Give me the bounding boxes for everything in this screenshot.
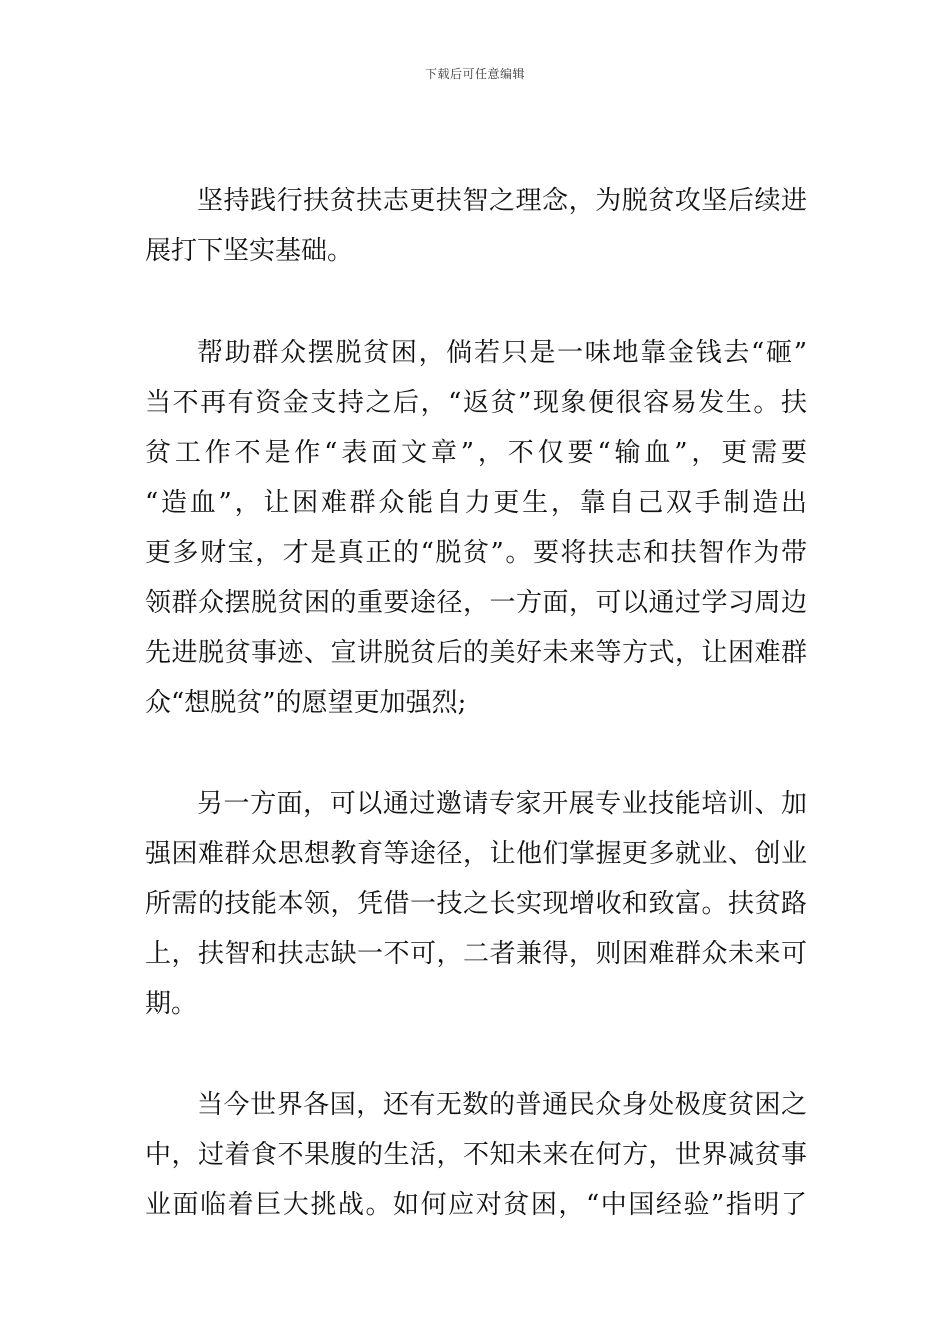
paragraph-line: “造血”，让困难群众能自力更生，靠自己双手制造出 — [145, 488, 807, 518]
paragraph-line: 更多财宝，才是真正的“脱贫”。要将扶志和扶智作为带 — [145, 538, 807, 568]
paragraph-1 — [145, 176, 807, 276]
paragraph-line: 贫工作不是作“表面文章”，不仅要“输血”，更需要 — [145, 438, 807, 468]
paragraph-line: 中，过着食不果腹的生活，不知未来在何方，世界减贫事 — [145, 1140, 807, 1170]
paragraph-line: 领群众摆脱贫困的重要途径，一方面，可以通过学习周边 — [145, 588, 807, 618]
paragraph-line: 先进脱贫事迹、宣讲脱贫后的美好未来等方式，让困难群 — [145, 638, 807, 668]
paragraph-line: 上，扶智和扶志缺一不可，二者兼得，则困难群众未来可 — [145, 939, 807, 969]
paragraph-line: 业面临着巨大挑战。如何应对贫困，“中国经验”指明了 — [145, 1190, 807, 1220]
page-header: 下载后可任意编辑 — [424, 67, 525, 81]
paragraph-line: 强困难群众思想教育等途径，让他们掌握更多就业、创业 — [145, 839, 807, 869]
paragraph-2 — [145, 328, 807, 728]
paragraph-line: 当不再有资金支持之后，“返贫”现象便很容易发生。扶 — [145, 388, 807, 418]
paragraph-line: 当今世界各国，还有无数的普通民众身处极度贫困之 — [197, 1090, 807, 1120]
paragraph-line: 所需的技能本领，凭借一技之长实现增收和致富。扶贫路 — [145, 889, 807, 919]
paragraph-line: 期。 — [145, 989, 198, 1019]
paragraph-4 — [145, 1080, 807, 1230]
paragraph-line: 另一方面，可以通过邀请专家开展专业技能培训、加 — [197, 789, 807, 819]
paragraph-line: 帮助群众摆脱贫困，倘若只是一味地靠金钱去“砸” — [197, 338, 807, 368]
paragraph-3 — [145, 779, 807, 1029]
paragraph-line: 坚持践行扶贫扶志更扶智之理念，为脱贫攻坚后续进 — [197, 186, 807, 216]
paragraph-line: 展打下坚实基础。 — [145, 236, 354, 266]
paragraph-line: 众“想脱贫”的愿望更加强烈; — [145, 688, 467, 718]
